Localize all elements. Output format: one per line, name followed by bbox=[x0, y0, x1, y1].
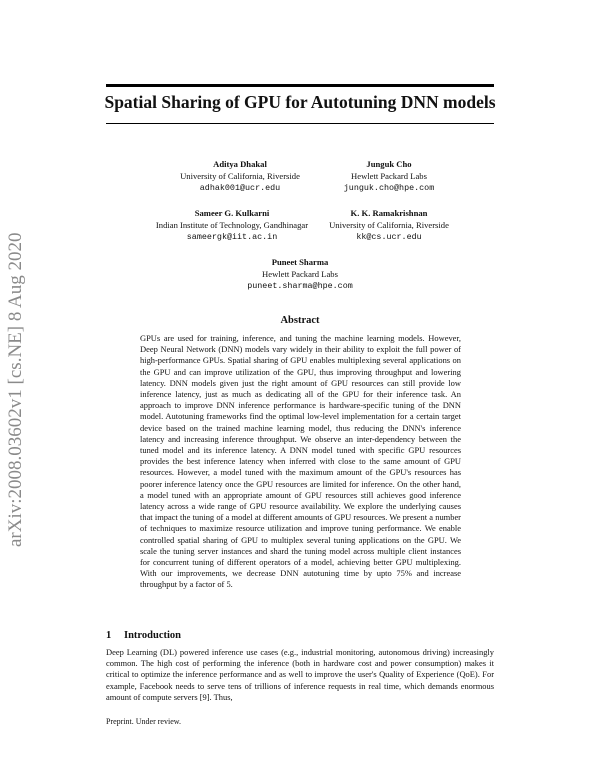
author-name: Junguk Cho bbox=[366, 159, 412, 169]
author-email: kk@cs.ucr.edu bbox=[356, 232, 422, 242]
author-block bbox=[304, 158, 474, 194]
author-affiliation: University of California, Riverside bbox=[180, 171, 300, 181]
paper-title: Spatial Sharing of GPU for Autotuning DNN models bbox=[104, 92, 496, 112]
title-top-rule bbox=[106, 84, 494, 87]
abstract-text: GPUs are used for training, inference, and tuning the machine learning models. However, Deep Neural Network (DNN) models vary widely in their ability to exploit the full power of high-performance GPUs. Spatial sharing of GPU enables multiplexing several applications on the GPU and can improve utilization of the GPU, thus improving throughput and lowering latency. DNN models given just the right amount of GPU resources can still provide low inference latency, just as much as dedicating all of the GPU for their inference task. An approach to improve DNN inference performance is hardware-specific tuning of the DNN model. Autotuning frameworks find the optimal low-level implementation for a certain target device based on the trained machine learning model, thus reducing the DNN's inference latency and increasing inference throughput. We observe an inter-dependency between the tuned model and its inference latency. A DNN model tuned with specific GPU resources provides the best inference latency when inferred with close to the same amount of GPU resources. However, a model tuned with the maximum amount of the GPU's resources has poorer inference latency once the GPU resources are limited for inference. On the other hand, a model tuned with an appropriate amount of GPU resources still achieves good inference latency across a wide range of GPU resource availability. We explore the underlying causes that impact the tuning of a model at different amounts of GPU resources. We present a number of techniques to maximize resource utilization and improve tuning performance. We enable controlled spatial sharing of GPU to multiplex several tuning applications on the GPU. We scale the tuning server instances and shard the tuning model across multiple client instances for concurrent tuning of different operators of a model, achieving better GPU multiplexing. With our improvements, we decrease DNN autotuning time by upto 75% and increase throughput by a factor of 5. bbox=[140, 333, 461, 590]
preprint-footer: Preprint. Under review. bbox=[106, 717, 182, 726]
author-affiliation: Hewlett Packard Labs bbox=[351, 171, 427, 181]
author-email: puneet.sharma@hpe.com bbox=[247, 281, 353, 291]
author-affiliation: Indian Institute of Technology, Gandhinagar bbox=[155, 220, 309, 230]
abstract-heading: Abstract bbox=[280, 315, 320, 326]
author-name: K. K. Ramakrishnan bbox=[350, 208, 428, 218]
author-email: adhak001@ucr.edu bbox=[199, 183, 281, 193]
author-affiliation: Hewlett Packard Labs bbox=[262, 269, 338, 279]
section-heading bbox=[106, 630, 181, 641]
section-body: Deep Learning (DL) powered inference use cases (e.g., industrial monitoring, autonomous driving) increasingly common. The high cost of performing the inference (both in hardware cost and power consumption) makes it critical to optimize the inference performance and as well to improve the user's Quality of Experience (QoE). For example, Facebook needs to serve tens of trillions of inference requests in real time, which demands enormous amount of compute servers [9]. Thus, bbox=[106, 647, 494, 702]
title-bottom-rule bbox=[106, 123, 494, 124]
author-name: Puneet Sharma bbox=[271, 257, 329, 267]
author-block bbox=[304, 207, 474, 243]
author-email: junguk.cho@hpe.com bbox=[343, 183, 435, 193]
author-name: Sameer G. Kulkarni bbox=[194, 208, 270, 218]
section-title: Introduction bbox=[124, 630, 181, 641]
author-name: Aditya Dhakal bbox=[213, 159, 267, 169]
section-number: 1 bbox=[106, 630, 112, 641]
author-email: sameergk@iit.ac.in bbox=[186, 232, 278, 242]
arxiv-stamp: arXiv:2008.03602v1 [cs.NE] 8 Aug 2020 bbox=[5, 232, 26, 547]
author-block bbox=[200, 256, 400, 292]
author-affiliation: University of California, Riverside bbox=[329, 220, 449, 230]
